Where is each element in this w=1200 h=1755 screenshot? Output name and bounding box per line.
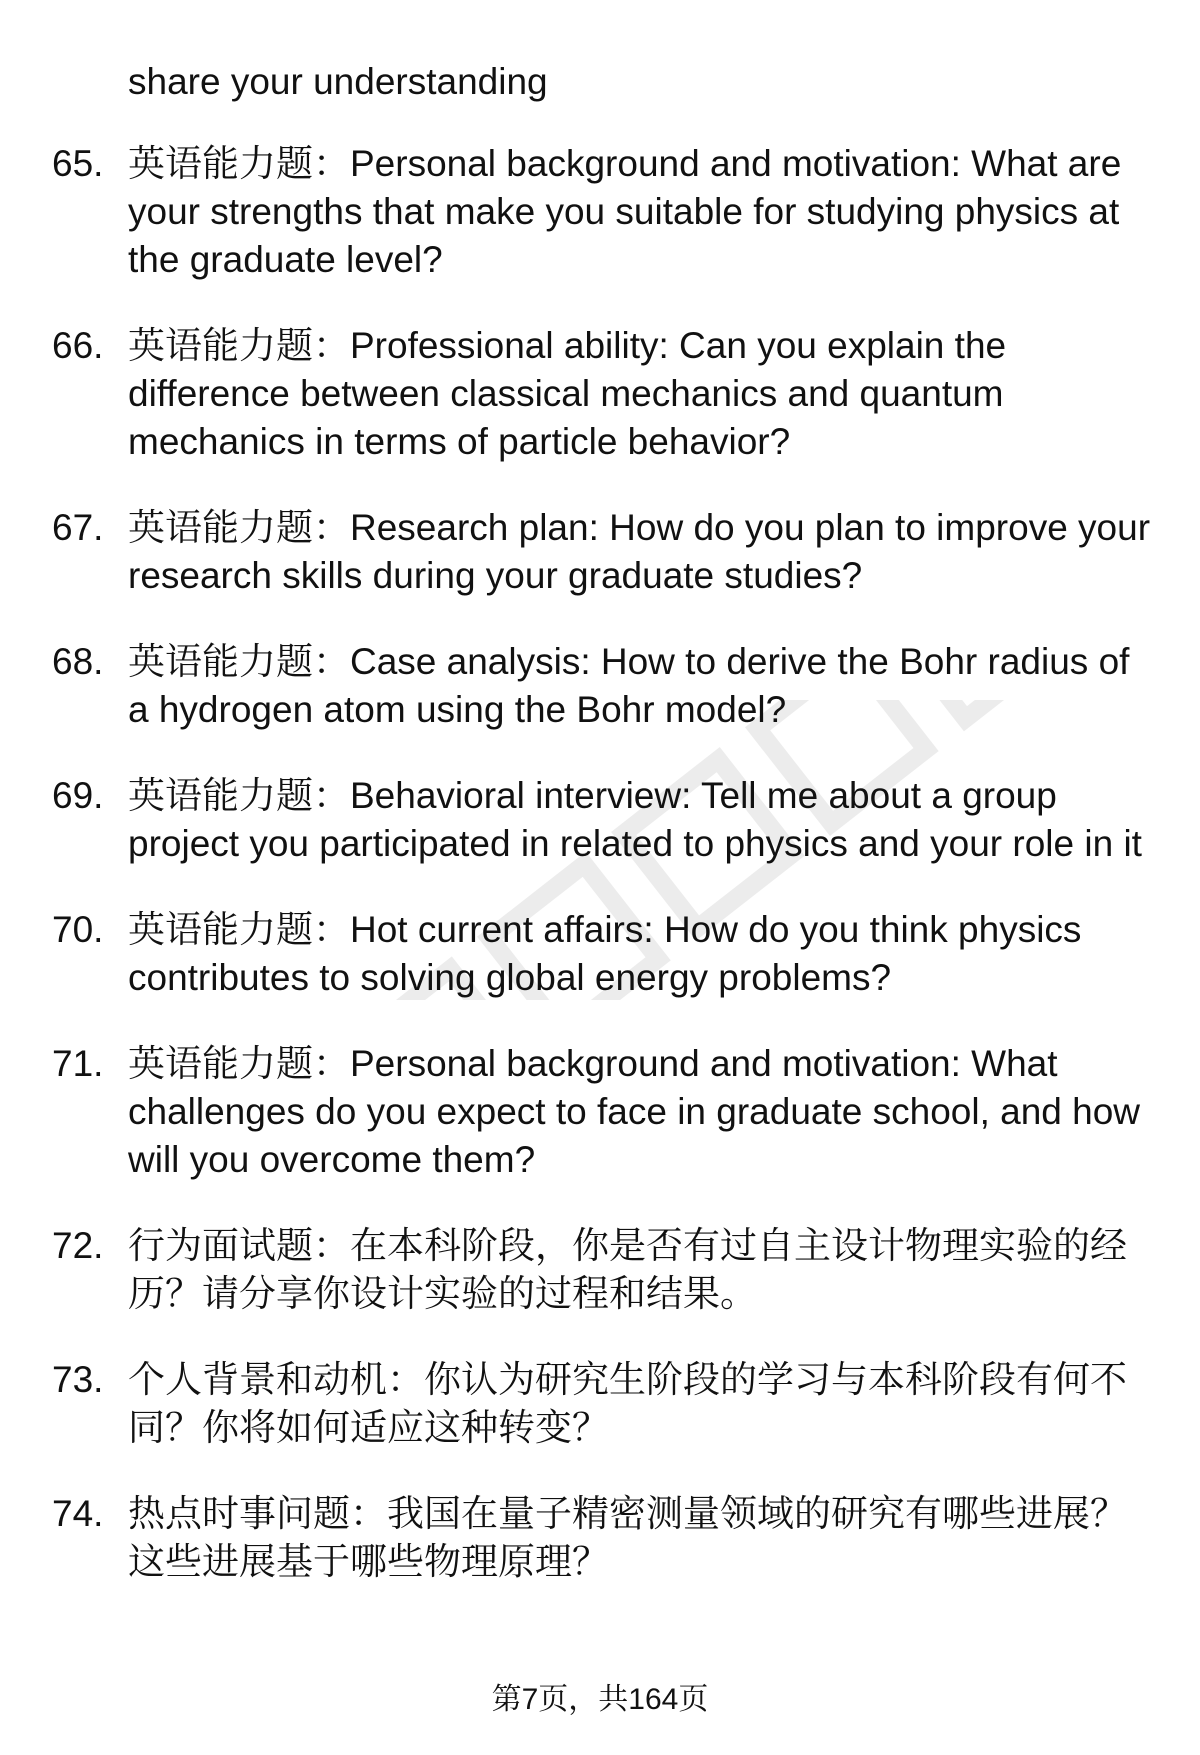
question-number: 74. xyxy=(52,1493,104,1534)
question-list xyxy=(0,140,1200,1624)
question-item xyxy=(0,1356,1200,1452)
question-item xyxy=(0,1040,1200,1184)
question-text: 英语能力题：Case analysis: How to derive the Bohr radius of a hydrogen atom using the Bohr model? xyxy=(128,641,1130,730)
question-item xyxy=(0,638,1200,734)
question-text: 英语能力题：Research plan: How do you plan to improve your research skills during your graduate studies? xyxy=(128,507,1151,596)
continuation-text: share your understanding xyxy=(128,61,548,102)
question-item xyxy=(0,906,1200,1002)
question-item xyxy=(0,772,1200,868)
question-text: 个人背景和动机：你认为研究生阶段的学习与本科阶段有何不同？你将如何适应这种转变？ xyxy=(128,1359,1127,1448)
question-text: 行为面试题：在本科阶段，你是否有过自主设计物理实验的经历？请分享你设计实验的过程和结果。 xyxy=(128,1225,1127,1314)
question-item xyxy=(0,1222,1200,1318)
question-number: 72. xyxy=(52,1225,104,1266)
question-number: 69. xyxy=(52,775,104,816)
question-number: 65. xyxy=(52,143,104,184)
question-text: 英语能力题：Professional ability: Can you explain the difference between classical mechanics and quantum mechanics in terms of particle behavior? xyxy=(128,325,1007,462)
question-number: 66. xyxy=(52,325,104,366)
question-number: 73. xyxy=(52,1359,104,1400)
question-number: 68. xyxy=(52,641,104,682)
question-item xyxy=(0,140,1200,284)
question-text: 热点时事问题：我国在量子精密测量领域的研究有哪些进展？这些进展基于哪些物理原理？ xyxy=(128,1493,1127,1582)
page-footer: 第7页，共164页 xyxy=(491,1683,709,1716)
question-number: 71. xyxy=(52,1043,104,1084)
question-item xyxy=(0,504,1200,600)
question-item xyxy=(0,322,1200,466)
question-number: 70. xyxy=(52,909,104,950)
question-text: 英语能力题：Hot current affairs: How do you think physics contributes to solving global energy problems? xyxy=(128,909,1082,998)
question-text: 英语能力题：Personal background and motivation: What challenges do you expect to face in graduate school, and how will you overcome them? xyxy=(128,1043,1141,1180)
question-text: 英语能力题：Personal background and motivation: What are your strengths that make you suitable for studying physics at the graduate level? xyxy=(128,143,1122,280)
question-item xyxy=(0,1490,1200,1586)
question-number: 67. xyxy=(52,507,104,548)
question-text: 英语能力题：Behavioral interview: Tell me about a group project you participated in related to physics and your role in it xyxy=(128,775,1142,864)
